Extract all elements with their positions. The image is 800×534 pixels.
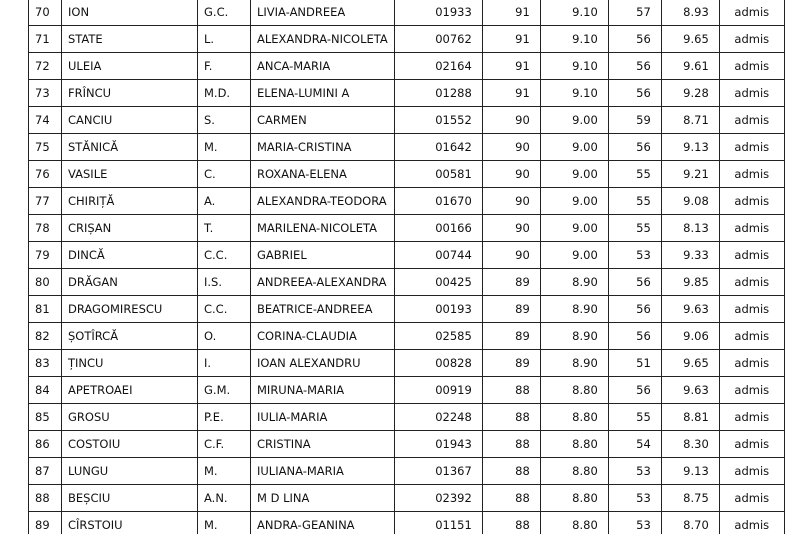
father-initial-cell: C.F. bbox=[198, 431, 251, 458]
average-cell: 8.71 bbox=[661, 107, 719, 134]
father-initial-cell: T. bbox=[198, 215, 251, 242]
first-name-cell: MARIA-CRISTINA bbox=[251, 134, 395, 161]
table-row bbox=[29, 512, 785, 534]
last-name-cell: VASILE bbox=[62, 161, 198, 188]
father-initial-cell: M. bbox=[198, 512, 251, 534]
average-cell: 9.13 bbox=[661, 134, 719, 161]
candidate-code-cell: 01288 bbox=[394, 80, 482, 107]
last-name-cell: ION bbox=[62, 0, 198, 26]
grade-cell: 9.00 bbox=[540, 242, 608, 269]
candidate-code-cell: 00744 bbox=[394, 242, 482, 269]
points-cell: 89 bbox=[482, 350, 540, 377]
points-cell: 88 bbox=[482, 512, 540, 534]
grade-cell: 8.80 bbox=[540, 431, 608, 458]
average-cell: 9.28 bbox=[661, 80, 719, 107]
first-name-cell: ALEXANDRA-TEODORA bbox=[251, 188, 395, 215]
average-cell: 9.63 bbox=[661, 296, 719, 323]
last-name-cell: LUNGU bbox=[62, 458, 198, 485]
status-cell: admis bbox=[719, 485, 784, 512]
status-cell: admis bbox=[719, 26, 784, 53]
row-number: 75 bbox=[29, 134, 62, 161]
second-points-cell: 56 bbox=[608, 53, 661, 80]
average-cell: 8.70 bbox=[661, 512, 719, 534]
second-points-cell: 53 bbox=[608, 242, 661, 269]
father-initial-cell: F. bbox=[198, 53, 251, 80]
table-row bbox=[29, 26, 785, 53]
last-name-cell: BEȘCIU bbox=[62, 485, 198, 512]
grade-cell: 9.00 bbox=[540, 107, 608, 134]
last-name-cell: FRÎNCU bbox=[62, 80, 198, 107]
average-cell: 8.81 bbox=[661, 404, 719, 431]
row-number: 84 bbox=[29, 377, 62, 404]
candidate-code-cell: 00581 bbox=[394, 161, 482, 188]
row-number: 70 bbox=[29, 0, 62, 26]
table-row bbox=[29, 323, 785, 350]
points-cell: 89 bbox=[482, 323, 540, 350]
table-row bbox=[29, 134, 785, 161]
table-row bbox=[29, 188, 785, 215]
points-cell: 88 bbox=[482, 485, 540, 512]
average-cell: 8.75 bbox=[661, 485, 719, 512]
row-number: 86 bbox=[29, 431, 62, 458]
candidate-code-cell: 02392 bbox=[394, 485, 482, 512]
average-cell: 8.93 bbox=[661, 0, 719, 26]
first-name-cell: MIRUNA-MARIA bbox=[251, 377, 395, 404]
table-row bbox=[29, 107, 785, 134]
grade-cell: 8.80 bbox=[540, 377, 608, 404]
row-number: 73 bbox=[29, 80, 62, 107]
results-table bbox=[28, 0, 785, 534]
second-points-cell: 51 bbox=[608, 350, 661, 377]
average-cell: 9.21 bbox=[661, 161, 719, 188]
status-cell: admis bbox=[719, 80, 784, 107]
table-row bbox=[29, 242, 785, 269]
row-number: 80 bbox=[29, 269, 62, 296]
second-points-cell: 56 bbox=[608, 134, 661, 161]
second-points-cell: 54 bbox=[608, 431, 661, 458]
points-cell: 90 bbox=[482, 215, 540, 242]
father-initial-cell: M. bbox=[198, 458, 251, 485]
grade-cell: 8.90 bbox=[540, 323, 608, 350]
candidate-code-cell: 01670 bbox=[394, 188, 482, 215]
grade-cell: 9.10 bbox=[540, 26, 608, 53]
second-points-cell: 56 bbox=[608, 377, 661, 404]
father-initial-cell: M.D. bbox=[198, 80, 251, 107]
table-row bbox=[29, 350, 785, 377]
last-name-cell: ȚINCU bbox=[62, 350, 198, 377]
points-cell: 91 bbox=[482, 0, 540, 26]
grade-cell: 8.90 bbox=[540, 350, 608, 377]
points-cell: 88 bbox=[482, 431, 540, 458]
father-initial-cell: G.M. bbox=[198, 377, 251, 404]
last-name-cell: ULEIA bbox=[62, 53, 198, 80]
second-points-cell: 56 bbox=[608, 80, 661, 107]
table-row bbox=[29, 53, 785, 80]
second-points-cell: 53 bbox=[608, 485, 661, 512]
status-cell: admis bbox=[719, 296, 784, 323]
last-name-cell: CANCIU bbox=[62, 107, 198, 134]
row-number: 72 bbox=[29, 53, 62, 80]
second-points-cell: 59 bbox=[608, 107, 661, 134]
status-cell: admis bbox=[719, 431, 784, 458]
first-name-cell: IULIANA-MARIA bbox=[251, 458, 395, 485]
row-number: 81 bbox=[29, 296, 62, 323]
table-row bbox=[29, 485, 785, 512]
candidate-code-cell: 01151 bbox=[394, 512, 482, 534]
second-points-cell: 57 bbox=[608, 0, 661, 26]
father-initial-cell: P.E. bbox=[198, 404, 251, 431]
last-name-cell: STATE bbox=[62, 26, 198, 53]
points-cell: 90 bbox=[482, 161, 540, 188]
last-name-cell: CÎRSTOIU bbox=[62, 512, 198, 534]
grade-cell: 9.10 bbox=[540, 53, 608, 80]
grade-cell: 8.80 bbox=[540, 512, 608, 534]
table-row bbox=[29, 404, 785, 431]
first-name-cell: ANDRA-GEANINA bbox=[251, 512, 395, 534]
father-initial-cell: S. bbox=[198, 107, 251, 134]
father-initial-cell: I. bbox=[198, 350, 251, 377]
candidate-code-cell: 00762 bbox=[394, 26, 482, 53]
candidate-code-cell: 00919 bbox=[394, 377, 482, 404]
points-cell: 90 bbox=[482, 134, 540, 161]
status-cell: admis bbox=[719, 188, 784, 215]
father-initial-cell: L. bbox=[198, 26, 251, 53]
candidate-code-cell: 02164 bbox=[394, 53, 482, 80]
results-table-body bbox=[29, 0, 785, 534]
points-cell: 91 bbox=[482, 80, 540, 107]
father-initial-cell: G.C. bbox=[198, 0, 251, 26]
second-points-cell: 56 bbox=[608, 269, 661, 296]
table-row bbox=[29, 161, 785, 188]
candidate-code-cell: 00828 bbox=[394, 350, 482, 377]
row-number: 85 bbox=[29, 404, 62, 431]
average-cell: 8.30 bbox=[661, 431, 719, 458]
status-cell: admis bbox=[719, 323, 784, 350]
candidate-code-cell: 01933 bbox=[394, 0, 482, 26]
points-cell: 88 bbox=[482, 377, 540, 404]
first-name-cell: M D LINA bbox=[251, 485, 395, 512]
grade-cell: 8.90 bbox=[540, 269, 608, 296]
last-name-cell: CHIRIȚĂ bbox=[62, 188, 198, 215]
status-cell: admis bbox=[719, 161, 784, 188]
candidate-code-cell: 01642 bbox=[394, 134, 482, 161]
status-cell: admis bbox=[719, 242, 784, 269]
average-cell: 9.65 bbox=[661, 26, 719, 53]
father-initial-cell: C.C. bbox=[198, 242, 251, 269]
points-cell: 91 bbox=[482, 26, 540, 53]
average-cell: 9.63 bbox=[661, 377, 719, 404]
second-points-cell: 55 bbox=[608, 188, 661, 215]
last-name-cell: STĂNICĂ bbox=[62, 134, 198, 161]
row-number: 87 bbox=[29, 458, 62, 485]
last-name-cell: COSTOIU bbox=[62, 431, 198, 458]
average-cell: 9.13 bbox=[661, 458, 719, 485]
grade-cell: 9.00 bbox=[540, 188, 608, 215]
points-cell: 89 bbox=[482, 296, 540, 323]
candidate-code-cell: 02585 bbox=[394, 323, 482, 350]
first-name-cell: ELENA-LUMINI A bbox=[251, 80, 395, 107]
points-cell: 90 bbox=[482, 242, 540, 269]
grade-cell: 8.80 bbox=[540, 458, 608, 485]
candidate-code-cell: 01367 bbox=[394, 458, 482, 485]
average-cell: 9.33 bbox=[661, 242, 719, 269]
second-points-cell: 53 bbox=[608, 512, 661, 534]
grade-cell: 9.00 bbox=[540, 134, 608, 161]
table-row bbox=[29, 431, 785, 458]
row-number: 71 bbox=[29, 26, 62, 53]
average-cell: 9.08 bbox=[661, 188, 719, 215]
first-name-cell: MARILENA-NICOLETA bbox=[251, 215, 395, 242]
first-name-cell: CARMEN bbox=[251, 107, 395, 134]
points-cell: 90 bbox=[482, 188, 540, 215]
father-initial-cell: M. bbox=[198, 134, 251, 161]
candidate-code-cell: 01943 bbox=[394, 431, 482, 458]
row-number: 78 bbox=[29, 215, 62, 242]
first-name-cell: GABRIEL bbox=[251, 242, 395, 269]
row-number: 79 bbox=[29, 242, 62, 269]
father-initial-cell: A.N. bbox=[198, 485, 251, 512]
second-points-cell: 56 bbox=[608, 26, 661, 53]
grade-cell: 9.10 bbox=[540, 80, 608, 107]
grade-cell: 9.00 bbox=[540, 215, 608, 242]
first-name-cell: CORINA-CLAUDIA bbox=[251, 323, 395, 350]
table-row bbox=[29, 296, 785, 323]
grade-cell: 9.10 bbox=[540, 0, 608, 26]
first-name-cell: IULIA-MARIA bbox=[251, 404, 395, 431]
points-cell: 91 bbox=[482, 53, 540, 80]
table-row bbox=[29, 215, 785, 242]
first-name-cell: CRISTINA bbox=[251, 431, 395, 458]
points-cell: 88 bbox=[482, 404, 540, 431]
status-cell: admis bbox=[719, 134, 784, 161]
first-name-cell: IOAN ALEXANDRU bbox=[251, 350, 395, 377]
last-name-cell: DRĂGAN bbox=[62, 269, 198, 296]
average-cell: 9.06 bbox=[661, 323, 719, 350]
second-points-cell: 56 bbox=[608, 296, 661, 323]
candidate-code-cell: 02248 bbox=[394, 404, 482, 431]
row-number: 74 bbox=[29, 107, 62, 134]
status-cell: admis bbox=[719, 215, 784, 242]
status-cell: admis bbox=[719, 377, 784, 404]
second-points-cell: 55 bbox=[608, 161, 661, 188]
row-number: 82 bbox=[29, 323, 62, 350]
last-name-cell: DINCĂ bbox=[62, 242, 198, 269]
status-cell: admis bbox=[719, 107, 784, 134]
table-row bbox=[29, 269, 785, 296]
first-name-cell: ALEXANDRA-NICOLETA bbox=[251, 26, 395, 53]
row-number: 83 bbox=[29, 350, 62, 377]
candidate-code-cell: 01552 bbox=[394, 107, 482, 134]
table-row bbox=[29, 80, 785, 107]
row-number: 88 bbox=[29, 485, 62, 512]
father-initial-cell: A. bbox=[198, 188, 251, 215]
average-cell: 9.61 bbox=[661, 53, 719, 80]
table-row bbox=[29, 458, 785, 485]
last-name-cell: GROSU bbox=[62, 404, 198, 431]
first-name-cell: ROXANA-ELENA bbox=[251, 161, 395, 188]
second-points-cell: 53 bbox=[608, 458, 661, 485]
second-points-cell: 55 bbox=[608, 404, 661, 431]
status-cell: admis bbox=[719, 53, 784, 80]
grade-cell: 8.80 bbox=[540, 485, 608, 512]
points-cell: 90 bbox=[482, 107, 540, 134]
row-number: 76 bbox=[29, 161, 62, 188]
last-name-cell: APETROAEI bbox=[62, 377, 198, 404]
second-points-cell: 56 bbox=[608, 323, 661, 350]
status-cell: admis bbox=[719, 458, 784, 485]
father-initial-cell: O. bbox=[198, 323, 251, 350]
status-cell: admis bbox=[719, 350, 784, 377]
father-initial-cell: I.S. bbox=[198, 269, 251, 296]
grade-cell: 8.90 bbox=[540, 296, 608, 323]
status-cell: admis bbox=[719, 404, 784, 431]
table-row bbox=[29, 377, 785, 404]
first-name-cell: ANDREEA-ALEXANDRA bbox=[251, 269, 395, 296]
first-name-cell: ANCA-MARIA bbox=[251, 53, 395, 80]
second-points-cell: 55 bbox=[608, 215, 661, 242]
average-cell: 8.13 bbox=[661, 215, 719, 242]
candidate-code-cell: 00166 bbox=[394, 215, 482, 242]
row-number: 89 bbox=[29, 512, 62, 534]
grade-cell: 8.80 bbox=[540, 404, 608, 431]
status-cell: admis bbox=[719, 269, 784, 296]
last-name-cell: DRAGOMIRESCU bbox=[62, 296, 198, 323]
last-name-cell: ȘOTÎRCĂ bbox=[62, 323, 198, 350]
candidate-code-cell: 00193 bbox=[394, 296, 482, 323]
status-cell: admis bbox=[719, 512, 784, 534]
average-cell: 9.65 bbox=[661, 350, 719, 377]
first-name-cell: BEATRICE-ANDREEA bbox=[251, 296, 395, 323]
grade-cell: 9.00 bbox=[540, 161, 608, 188]
first-name-cell: LIVIA-ANDREEA bbox=[251, 0, 395, 26]
points-cell: 89 bbox=[482, 269, 540, 296]
candidate-code-cell: 00425 bbox=[394, 269, 482, 296]
table-row bbox=[29, 0, 785, 26]
father-initial-cell: C.C. bbox=[198, 296, 251, 323]
last-name-cell: CRIȘAN bbox=[62, 215, 198, 242]
row-number: 77 bbox=[29, 188, 62, 215]
points-cell: 88 bbox=[482, 458, 540, 485]
status-cell: admis bbox=[719, 0, 784, 26]
average-cell: 9.85 bbox=[661, 269, 719, 296]
father-initial-cell: C. bbox=[198, 161, 251, 188]
